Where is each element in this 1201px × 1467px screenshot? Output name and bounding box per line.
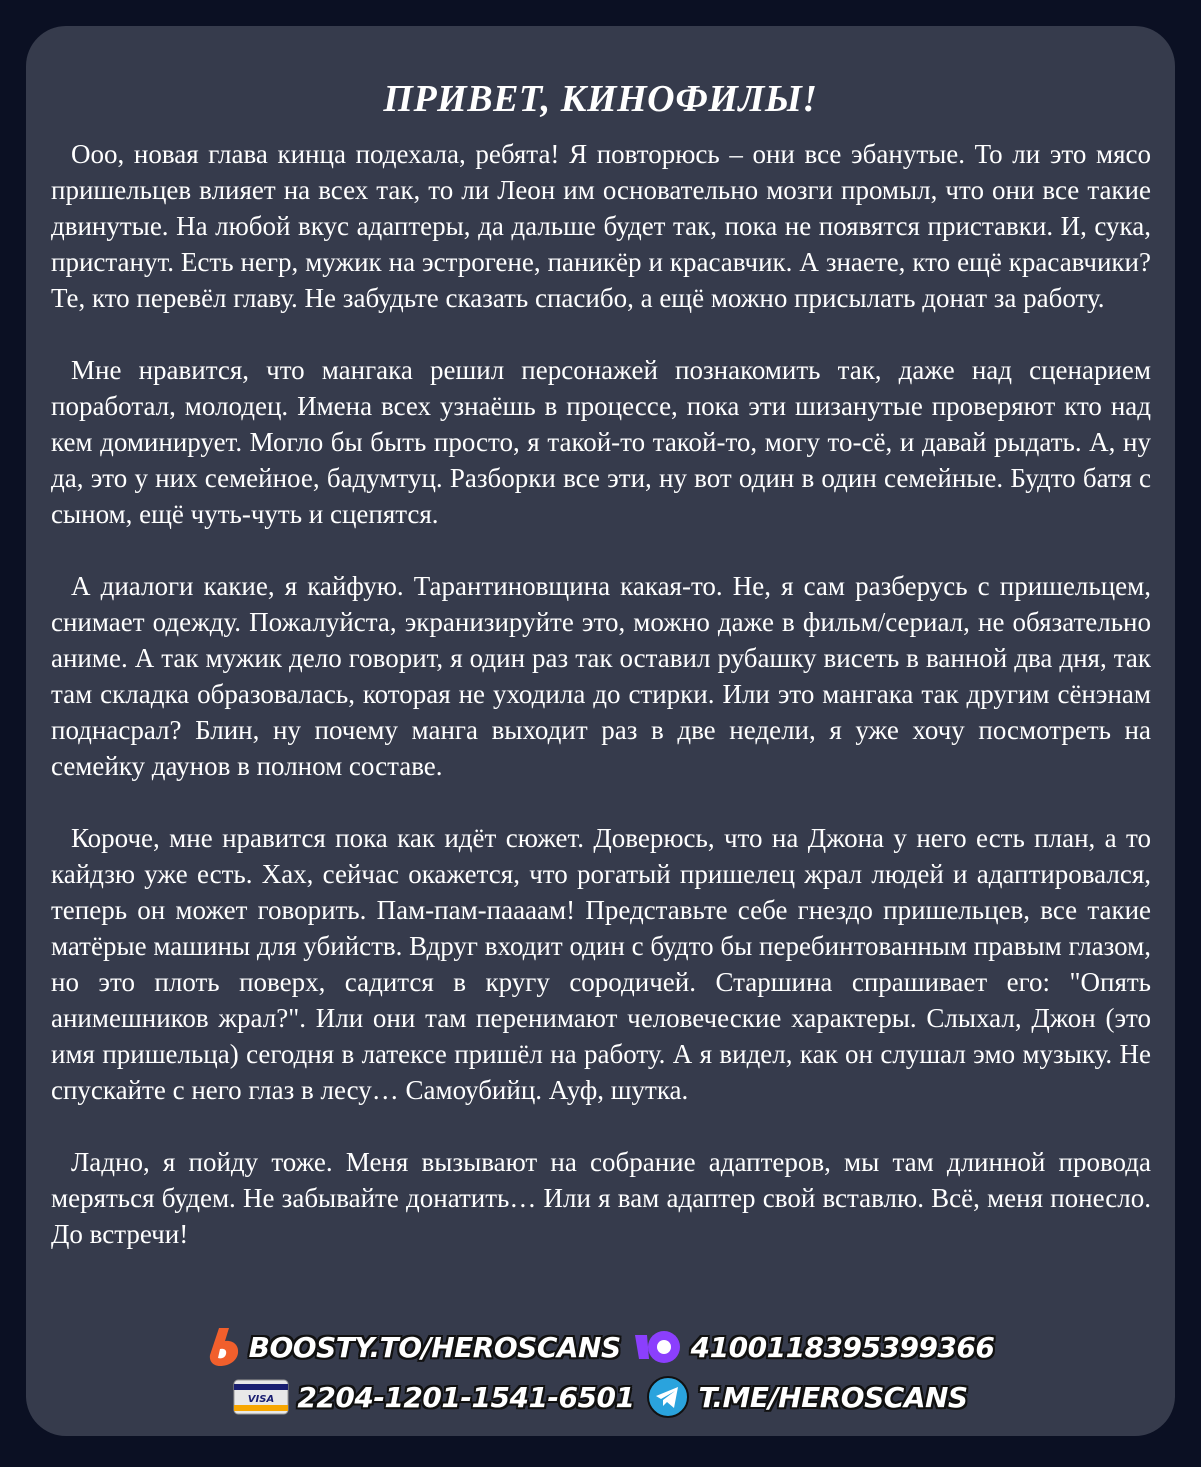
paragraph-2: Мне нравится, что мангака решил персонажей познакомить так, даже над сценарием поработал, молодец. Имена всех узнаёшь в процессе, пока эти шизанутые проверяют кто над кем доминирует. Могло бы быть просто, я такой-то такой-то, могу то-сё, и давай рыдать. А, ну да, это у них семейное, бадумтуц. Разборки все эти, ну вот один в один семейные. Будто батя с сыном, ещё чуть-чуть и сцепятся.: [51, 355, 1151, 529]
visa-card[interactable]: [233, 1379, 634, 1415]
paragraph-1: Ооо, новая глава кинца подехала, ребята! Я повторюсь – они все эбанутые. То ли это мясо пришельцев влияет на всех так, то ли Леон им основательно мозги промыл, что они все такие двинутые. На любой вкус адаптеры, да дальше будет так, пока не появятся приставки. И, сука, пристанут. Есть негр, мужик на эстрогене, паникёр и красавчик. А знаете, кто ещё красавчики? Те, кто перевёл главу. Не забудьте сказать спасибо, а ещё можно присылать донат за работу.: [51, 139, 1151, 313]
yoomoney-account[interactable]: [633, 1329, 995, 1365]
article-body: [51, 136, 1151, 1288]
yoomoney-icon: [633, 1329, 683, 1365]
paragraph-4: Короче, мне нравится пока как идёт сюжет. Доверюсь, что на Джона у него есть план, а то кайдзю уже есть. Хах, сейчас окажется, что рогатый пришелец жрал людей и адаптировался, теперь он может говорить. Пам-пам-паааам! Представьте себе гнездо пришельцев, все такие матёрые машины для убийств. Вдруг входит один с будто бы перебинтованным правым глазом, но это плоть поверх, садится в кругу сородичей. Старшина спрашивает его: "Опять анимешников жрал?". Или они там перенимают человеческие характеры. Слыхал, Джон (это имя пришельца) сегодня в латексе пришёл на работу. А я видел, как он слушал эмо музыку. Не спускайте с него глаз в лесу… Самоубийц. Ауф, шутка.: [51, 823, 1151, 1105]
telegram-link-text: T.ME/HEROSCANS: [698, 1380, 968, 1414]
boosty-link-text: BOOSTY.TO/HEROSCANS: [248, 1330, 621, 1364]
telegram-icon: [646, 1375, 690, 1419]
paragraph-3: А диалоги какие, я кайфую. Тарантиновщина какая-то. Не, я сам разберусь с пришельцем, снимает одежду. Пожалуйста, экранизируйте это, можно даже в фильм/сериал, не обязательно аниме. А так мужик дело говорит, я один раз так оставил рубашку висеть в ванной два дня, так там складка образовалась, которая не уходила до стирки. Или это мангака так другим сёнэнам поднасрал? Блин, ну почему манга выходит раз в две недели, я уже хочу посмотреть на семейку даунов в полном составе.: [51, 571, 1151, 781]
donation-footer: [26, 1324, 1175, 1424]
notice-card: [26, 26, 1175, 1436]
footer-row-1: [26, 1324, 1175, 1370]
svg-text:VISA: VISA: [248, 1394, 275, 1405]
visa-card-icon: [233, 1379, 289, 1415]
paragraph-5: Ладно, я пойду тоже. Меня вызывают на собрание адаптеров, мы там длинной провода меряться будем. Не забывайте донатить… Или я вам адаптер свой вставлю. Всё, меня понесло. До встречи!: [51, 1147, 1151, 1249]
boosty-icon: [207, 1327, 241, 1367]
boosty-link[interactable]: [207, 1327, 621, 1367]
card-number: 2204-1201-1541-6501: [297, 1380, 635, 1414]
page-title: ПРИВЕТ, КИНОФИЛЫ!: [383, 78, 818, 120]
telegram-link[interactable]: [646, 1375, 967, 1419]
yoomoney-number: 4100118395399366: [690, 1330, 995, 1364]
footer-row-2: [26, 1374, 1175, 1420]
